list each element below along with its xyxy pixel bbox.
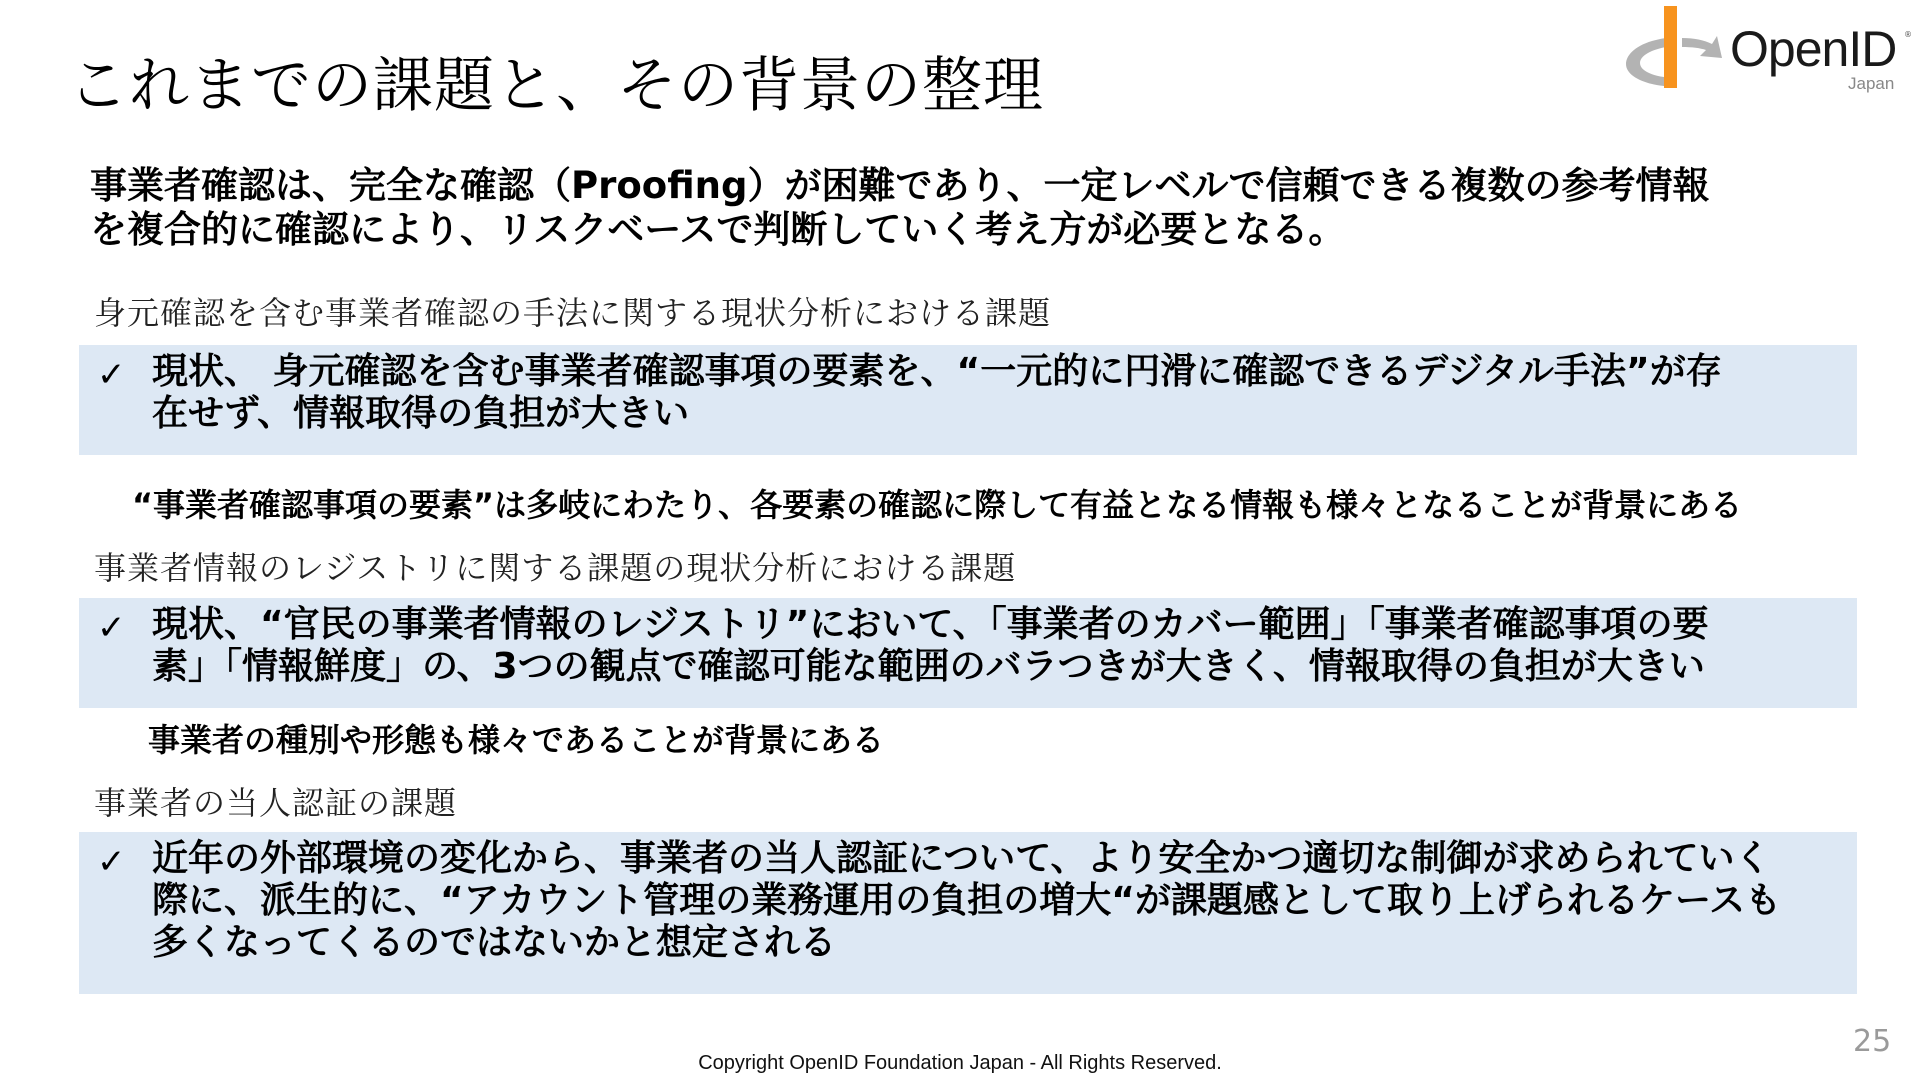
checkmark-icon: ✓: [97, 608, 126, 648]
lead-line: 事業者確認は、完全な確認（Proofing）が困難であり、一定レベルで信頼できる複数の参考情報: [90, 164, 1710, 207]
slide-title: これまでの課題と、その背景の整理: [68, 51, 1044, 121]
section-heading-authentication: 事業者の当人認証の課題: [94, 784, 458, 822]
openid-japan-logo: [1620, 2, 1920, 102]
issue-box-registry: [79, 598, 1857, 708]
issue-text: [152, 604, 1832, 688]
checkmark-icon: ✓: [97, 355, 126, 395]
issue-text: [152, 351, 1832, 435]
openid-logo-icon: [1620, 2, 1740, 102]
issue-line: 在せず、情報取得の負担が大きい: [152, 393, 690, 434]
page-number: 25: [1853, 1024, 1892, 1059]
logo-text: OpenID: [1730, 21, 1897, 77]
copyright-footer: Copyright OpenID Foundation Japan - All Rights Reserved.: [698, 1052, 1222, 1074]
issue-line: 際に、派生的に、“アカウント管理の業務運用の負担の増大“が課題感として取り上げられるケースも: [152, 880, 1782, 921]
issue-line: 近年の外部環境の変化から、事業者の当人認証について、より安全かつ適切な制御が求められていく: [152, 838, 1771, 879]
lead-line: を複合的に確認により、リスクベースで判断していく考え方が必要となる。: [90, 208, 1346, 251]
issue-box-authentication: [79, 832, 1857, 994]
logo-registered-mark: ®: [1904, 30, 1912, 39]
lead-statement: [90, 164, 1850, 252]
background-note-registry: 事業者の種別や形態も様々であることが背景にある: [148, 721, 885, 759]
issue-line: 現状、 身元確認を含む事業者確認事項の要素を、“一元的に円滑に確認できるデジタル手法”が存: [152, 351, 1722, 392]
issue-line: 現状、“官民の事業者情報のレジストリ”において、「事業者のカバー範囲」「事業者確認事項の要: [152, 604, 1709, 645]
issue-text: [152, 838, 1832, 964]
issue-line: 多くなってくるのではないかと想定される: [152, 922, 837, 963]
issue-line: 素」「情報鮮度」の、3つの観点で確認可能な範囲のバラつきが大きく、情報取得の負担が大きい: [152, 646, 1705, 687]
logo-subtext: Japan: [1848, 74, 1895, 93]
issue-box-identity-verification: [79, 345, 1857, 455]
background-note-identity-verification: “事業者確認事項の要素”は多岐にわたり、各要素の確認に際して有益となる情報も様々となることが背景にある: [132, 486, 1743, 524]
section-heading-registry: 事業者情報のレジストリに関する課題の現状分析における課題: [94, 549, 1017, 587]
section-heading-identity-verification: 身元確認を含む事業者確認の手法に関する現状分析における課題: [94, 294, 1052, 332]
checkmark-icon: ✓: [97, 842, 126, 882]
